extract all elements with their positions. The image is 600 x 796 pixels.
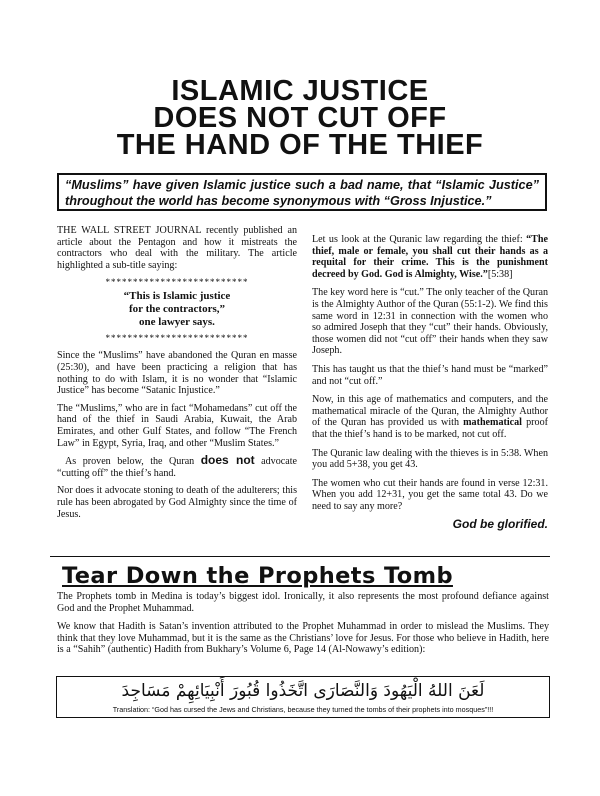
title-line-1: ISLAMIC JUSTICE [171,75,429,107]
proven-below-rest: advocate “cutting off” the thief’s hand. [57,456,297,479]
paragraph-quranic-law [312,234,548,280]
hadith-box [56,676,550,718]
mathematics-rest: proof that the thief’s hand is to be marked, not cut off. [312,417,548,440]
paragraph-muslims-abandoned: Since the “Muslims” have abandoned the Quran en masse (25:30), and have been practicing a religion that has nothing to do with Islam, it is no wonder that “Islamic Justice” has become “Satanic Injustice.” [57,350,297,397]
main-title [40,75,560,161]
quranic-law-intro: Let us look at the Quranic law regarding the thief: [312,234,523,245]
paragraph-mohamedans: The “Muslims,” who are in fact “Mohamedans” cut off the hand of the thief in Saudi Arabia, Kuwait, the Arab Emirates, and other Gulf States, and follow “The French Law” in Egypt, Syria, Iraq, and other “Muslim States.” [57,402,297,449]
paragraph-key-word: The key word here is “cut.” The only teacher of the Quran is the Almighty Author of the Quran (55:1-2). We find this same word in 12:31 in connection with the women who so admired Joseph that they “cut” their hands. Obviously, those women did not “cut off” their hands when they saw Joseph. [312,287,548,357]
pull-quote-line-3: one lawyer says. [139,316,215,329]
stars-divider-top: ************************** [105,277,249,288]
verse-reference: [5:38] [487,268,513,280]
arabic-hadith-text: لَعَنَ اللهُ الْيَهُودَ وَالنَّصَارَى اتَّخَذُوا قُبُورَ أَنْبِيَائِهِمْ مَسَاجِدَ [121,681,485,701]
paragraph-hadith: We know that Hadith is Satan’s invention attributed to the Prophet Muhammad in order to mislead the Muslims. They think that they love Muhammad, but it is the same as the Christians’ love for Jesus. For those who believe in Hadith, here is a “Sahih” (authentic) Hadith from Bukhary’s Volume 6, Page 14 (Al-Nowawy’s edition): [57,621,549,656]
does-not-emphasis: does not [200,453,255,468]
pull-quote [57,290,297,329]
proven-below-text: As proven below, the Quran [65,456,201,468]
paragraph-tomb-idol: The Prophets tomb in Medina is today’s biggest idol. Ironically, it also represents the most profound defiance against God and the Prophet Muhammad. [57,591,549,614]
pull-quote-line-1: “This is Islamic justice [123,290,231,303]
section-divider [50,556,550,557]
mathematics-text: Now, in this age of mathematics and computers, and the mathematical miracle of the Quran, the Almighty Author of the Quran has provided us with [312,394,548,429]
hadith-translation: Translation: “God has cursed the Jews and Christians, because they turned the tombs of their prophets into mosques”!!! [112,705,494,714]
stars-divider-bottom: ************************** [105,333,249,344]
title-line-3: THE HAND OF THE THIEF [116,129,484,161]
paragraph-12-31: The women who cut their hands are found in verse 12:31. When you add 12+31, you get the same total 43. Do we need to say any more? [312,477,548,512]
callout-box: “Muslims” have given Islamic justice such a bad name, that “Islamic Justice” throughout the world has become synonymous with “Gross Injustice.” [57,173,547,211]
section2-body [57,591,549,663]
left-column [57,225,297,526]
title-line-2: DOES NOT CUT OFF [153,102,447,134]
right-column [312,234,548,531]
paragraph-mathematics [312,394,548,440]
paragraph-5-38: The Quranic law dealing with the thieves is in 5:38. When you add 5+38, you get 43. [312,447,548,471]
section-heading: Tear Down the Prophets Tomb [62,563,453,589]
intro-paragraph: THE WALL STREET JOURNAL recently published an article about the Pentagon and how it mistreats the contractors who deal with the military. The article highlighted a sub-title saying: [57,225,297,271]
mathematical-emphasis: mathematical [463,417,522,429]
verse-quote: “The thief, male or female, you shall cut their hands as a requital for their crime. This is the punishment decreed by God. God is Almighty, Wise.” [312,234,548,280]
signoff: God be glorified. [452,517,548,532]
paragraph-stoning: Nor does it advocate stoning to death of the adulterers; this rule has been abrogated by God Almighty since the time of Jesus. [57,485,297,520]
paragraph-marked: This has taught us that the thief’s hand must be “marked” and not “cut off.” [312,363,548,387]
paragraph-proven-below [57,455,297,479]
pull-quote-line-2: for the contractors,” [128,303,225,316]
